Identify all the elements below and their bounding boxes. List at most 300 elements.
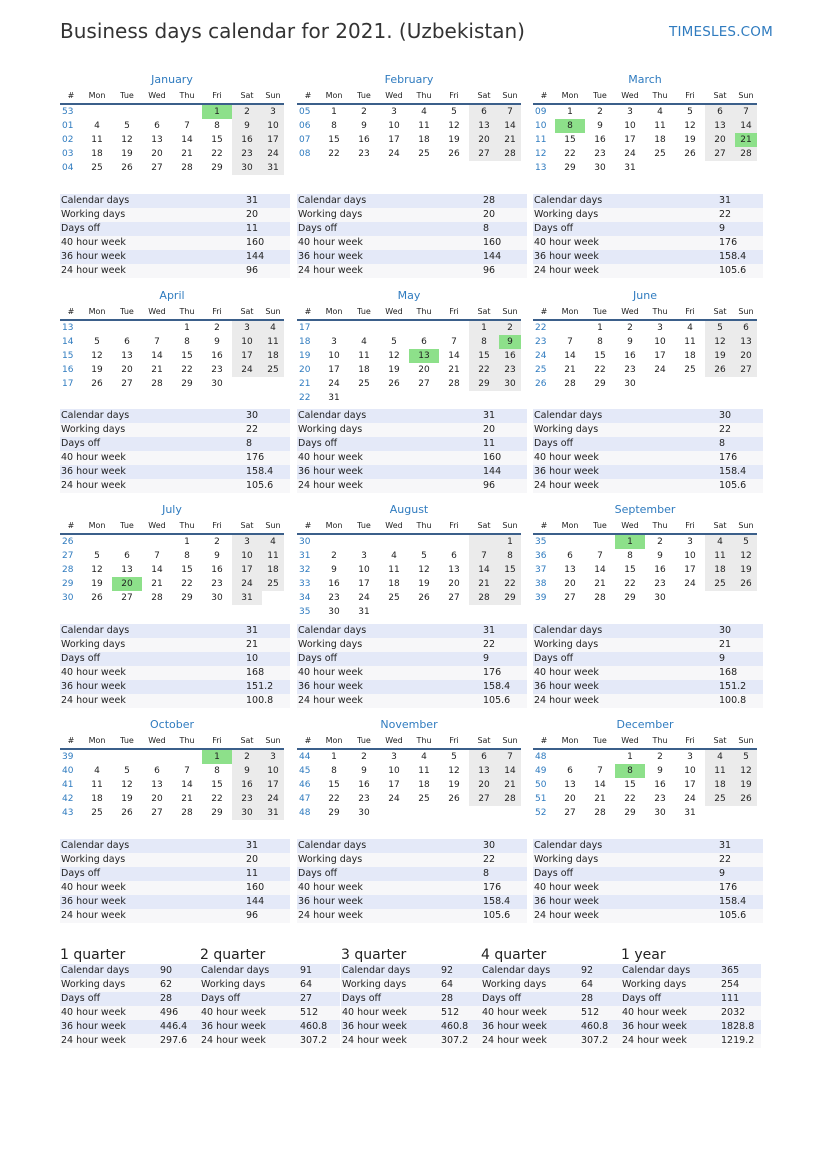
day-cell[interactable]: 21: [594, 579, 606, 589]
day-cell[interactable]: 22: [211, 794, 223, 804]
day-cell[interactable]: 24: [262, 147, 284, 161]
day-cell[interactable]: 13: [448, 565, 460, 575]
day-cell[interactable]: 15: [181, 565, 193, 575]
day-cell[interactable]: 7: [451, 337, 457, 347]
day-cell[interactable]: 22: [181, 365, 193, 375]
day-cell[interactable]: 5: [687, 107, 693, 117]
day-cell[interactable]: 9: [232, 119, 262, 133]
day-cell[interactable]: 2: [331, 551, 337, 561]
day-cell[interactable]: 3: [687, 537, 693, 547]
day-cell[interactable]: 1: [567, 107, 573, 117]
day-cell[interactable]: 4: [421, 107, 427, 117]
holiday-day[interactable]: 9: [499, 335, 521, 349]
day-cell[interactable]: 12: [388, 351, 400, 361]
day-cell[interactable]: 20: [151, 794, 163, 804]
day-cell[interactable]: 12: [91, 565, 103, 575]
day-cell[interactable]: 17: [624, 135, 636, 145]
day-cell[interactable]: 21: [181, 149, 193, 159]
day-cell[interactable]: 10: [262, 764, 284, 778]
day-cell[interactable]: 5: [735, 749, 757, 764]
day-cell[interactable]: 6: [469, 104, 499, 119]
day-cell[interactable]: 19: [91, 365, 103, 375]
day-cell[interactable]: 22: [594, 365, 606, 375]
day-cell[interactable]: 19: [684, 135, 696, 145]
day-cell[interactable]: 30: [211, 379, 223, 389]
day-cell[interactable]: 11: [388, 565, 400, 575]
day-cell[interactable]: 16: [328, 579, 340, 589]
day-cell[interactable]: 4: [421, 752, 427, 762]
day-cell[interactable]: 17: [262, 133, 284, 147]
day-cell[interactable]: 30: [594, 163, 606, 173]
day-cell[interactable]: 26: [684, 149, 696, 159]
day-cell[interactable]: 14: [594, 780, 606, 790]
day-cell[interactable]: 3: [232, 534, 262, 549]
day-cell[interactable]: 3: [262, 749, 284, 764]
day-cell[interactable]: 14: [499, 119, 521, 133]
day-cell[interactable]: 29: [624, 808, 636, 818]
day-cell[interactable]: 12: [448, 121, 460, 131]
day-cell[interactable]: 3: [232, 320, 262, 335]
day-cell[interactable]: 16: [358, 780, 370, 790]
day-cell[interactable]: 9: [657, 551, 663, 561]
day-cell[interactable]: 22: [624, 579, 636, 589]
day-cell[interactable]: 27: [705, 147, 735, 161]
day-cell[interactable]: 28: [735, 147, 757, 161]
day-cell[interactable]: 2: [214, 537, 220, 547]
day-cell[interactable]: 11: [358, 351, 370, 361]
day-cell[interactable]: 1: [331, 107, 337, 117]
day-cell[interactable]: 22: [499, 577, 521, 591]
day-cell[interactable]: 10: [232, 335, 262, 349]
day-cell[interactable]: 20: [418, 365, 430, 375]
day-cell[interactable]: 25: [418, 794, 430, 804]
day-cell[interactable]: 11: [91, 780, 103, 790]
day-cell[interactable]: 16: [624, 351, 636, 361]
day-cell[interactable]: 15: [499, 563, 521, 577]
day-cell[interactable]: 4: [687, 323, 693, 333]
day-cell[interactable]: 15: [564, 135, 576, 145]
day-cell[interactable]: 25: [684, 365, 696, 375]
day-cell[interactable]: 7: [597, 551, 603, 561]
day-cell[interactable]: 29: [499, 591, 521, 605]
day-cell[interactable]: 4: [391, 551, 397, 561]
day-cell[interactable]: 17: [388, 135, 400, 145]
day-cell[interactable]: 22: [564, 149, 576, 159]
day-cell[interactable]: 14: [151, 565, 163, 575]
day-cell[interactable]: 14: [469, 563, 499, 577]
day-cell[interactable]: 18: [705, 778, 735, 792]
day-cell[interactable]: 16: [358, 135, 370, 145]
day-cell[interactable]: 13: [564, 780, 576, 790]
day-cell[interactable]: 4: [705, 534, 735, 549]
day-cell[interactable]: 2: [657, 752, 663, 762]
day-cell[interactable]: 30: [654, 808, 666, 818]
day-cell[interactable]: 15: [211, 780, 223, 790]
day-cell[interactable]: 28: [564, 379, 576, 389]
day-cell[interactable]: 24: [262, 792, 284, 806]
day-cell[interactable]: 6: [735, 320, 757, 335]
day-cell[interactable]: 26: [735, 577, 757, 591]
day-cell[interactable]: 26: [448, 794, 460, 804]
day-cell[interactable]: 11: [684, 337, 696, 347]
day-cell[interactable]: 29: [181, 593, 193, 603]
day-cell[interactable]: 22: [328, 794, 340, 804]
day-cell[interactable]: 25: [705, 792, 735, 806]
day-cell[interactable]: 25: [388, 593, 400, 603]
day-cell[interactable]: 8: [184, 337, 190, 347]
day-cell[interactable]: 28: [181, 808, 193, 818]
day-cell[interactable]: 20: [448, 579, 460, 589]
day-cell[interactable]: 18: [388, 579, 400, 589]
day-cell[interactable]: 8: [214, 766, 220, 776]
day-cell[interactable]: 6: [124, 337, 130, 347]
day-cell[interactable]: 14: [564, 351, 576, 361]
day-cell[interactable]: 3: [331, 337, 337, 347]
day-cell[interactable]: 13: [469, 119, 499, 133]
day-cell[interactable]: 19: [735, 778, 757, 792]
day-cell[interactable]: 8: [499, 549, 521, 563]
day-cell[interactable]: 15: [211, 135, 223, 145]
day-cell[interactable]: 19: [448, 135, 460, 145]
day-cell[interactable]: 18: [262, 563, 284, 577]
day-cell[interactable]: 26: [448, 149, 460, 159]
day-cell[interactable]: 20: [564, 794, 576, 804]
day-cell[interactable]: 9: [361, 766, 367, 776]
day-cell[interactable]: 16: [232, 133, 262, 147]
day-cell[interactable]: 24: [328, 379, 340, 389]
day-cell[interactable]: 15: [181, 351, 193, 361]
holiday-day[interactable]: 20: [112, 577, 142, 591]
day-cell[interactable]: 20: [469, 778, 499, 792]
day-cell[interactable]: 29: [594, 379, 606, 389]
day-cell[interactable]: 17: [684, 780, 696, 790]
day-cell[interactable]: 12: [735, 549, 757, 563]
day-cell[interactable]: 16: [654, 780, 666, 790]
day-cell[interactable]: 28: [181, 163, 193, 173]
day-cell[interactable]: 11: [418, 121, 430, 131]
day-cell[interactable]: 13: [564, 565, 576, 575]
day-cell[interactable]: 24: [624, 149, 636, 159]
day-cell[interactable]: 27: [469, 147, 499, 161]
day-cell[interactable]: 7: [184, 121, 190, 131]
day-cell[interactable]: 26: [91, 379, 103, 389]
day-cell[interactable]: 31: [262, 806, 284, 820]
day-cell[interactable]: 25: [91, 163, 103, 173]
day-cell[interactable]: 31: [232, 591, 262, 605]
day-cell[interactable]: 6: [469, 749, 499, 764]
holiday-day[interactable]: 21: [735, 133, 757, 147]
day-cell[interactable]: 26: [121, 163, 133, 173]
day-cell[interactable]: 15: [328, 780, 340, 790]
day-cell[interactable]: 19: [91, 579, 103, 589]
day-cell[interactable]: 8: [627, 551, 633, 561]
day-cell[interactable]: 2: [657, 537, 663, 547]
day-cell[interactable]: 3: [687, 752, 693, 762]
holiday-day[interactable]: 1: [202, 749, 232, 764]
day-cell[interactable]: 16: [594, 135, 606, 145]
day-cell[interactable]: 26: [418, 593, 430, 603]
day-cell[interactable]: 2: [214, 323, 220, 333]
day-cell[interactable]: 4: [657, 107, 663, 117]
day-cell[interactable]: 29: [181, 379, 193, 389]
day-cell[interactable]: 20: [121, 365, 133, 375]
day-cell[interactable]: 17: [684, 565, 696, 575]
day-cell[interactable]: 8: [469, 335, 499, 349]
day-cell[interactable]: 19: [121, 149, 133, 159]
day-cell[interactable]: 13: [469, 764, 499, 778]
day-cell[interactable]: 30: [358, 808, 370, 818]
day-cell[interactable]: 7: [597, 766, 603, 776]
day-cell[interactable]: 5: [391, 337, 397, 347]
day-cell[interactable]: 17: [328, 365, 340, 375]
day-cell[interactable]: 3: [361, 551, 367, 561]
day-cell[interactable]: 14: [181, 135, 193, 145]
day-cell[interactable]: 11: [705, 549, 735, 563]
day-cell[interactable]: 19: [121, 794, 133, 804]
day-cell[interactable]: 5: [705, 320, 735, 335]
day-cell[interactable]: 25: [705, 577, 735, 591]
day-cell[interactable]: 12: [418, 565, 430, 575]
day-cell[interactable]: 24: [388, 794, 400, 804]
day-cell[interactable]: 24: [232, 577, 262, 591]
day-cell[interactable]: 3: [657, 323, 663, 333]
holiday-day[interactable]: 1: [615, 534, 645, 549]
day-cell[interactable]: 25: [418, 149, 430, 159]
day-cell[interactable]: 28: [151, 379, 163, 389]
day-cell[interactable]: 12: [705, 335, 735, 349]
day-cell[interactable]: 16: [232, 778, 262, 792]
day-cell[interactable]: 30: [654, 593, 666, 603]
day-cell[interactable]: 30: [232, 161, 262, 175]
day-cell[interactable]: 27: [121, 593, 133, 603]
day-cell[interactable]: 29: [469, 377, 499, 391]
day-cell[interactable]: 15: [469, 349, 499, 363]
day-cell[interactable]: 25: [358, 379, 370, 389]
day-cell[interactable]: 29: [211, 808, 223, 818]
day-cell[interactable]: 6: [705, 104, 735, 119]
day-cell[interactable]: 4: [262, 534, 284, 549]
day-cell[interactable]: 9: [627, 337, 633, 347]
day-cell[interactable]: 4: [262, 320, 284, 335]
day-cell[interactable]: 9: [331, 565, 337, 575]
day-cell[interactable]: 20: [151, 149, 163, 159]
day-cell[interactable]: 6: [421, 337, 427, 347]
day-cell[interactable]: 6: [451, 551, 457, 561]
day-cell[interactable]: 22: [469, 363, 499, 377]
day-cell[interactable]: 2: [597, 107, 603, 117]
day-cell[interactable]: 4: [705, 749, 735, 764]
day-cell[interactable]: 31: [624, 163, 636, 173]
day-cell[interactable]: 27: [469, 792, 499, 806]
day-cell[interactable]: 10: [654, 337, 666, 347]
day-cell[interactable]: 26: [705, 363, 735, 377]
day-cell[interactable]: 10: [358, 565, 370, 575]
day-cell[interactable]: 23: [654, 794, 666, 804]
day-cell[interactable]: 24: [684, 794, 696, 804]
day-cell[interactable]: 26: [91, 593, 103, 603]
day-cell[interactable]: 27: [121, 379, 133, 389]
day-cell[interactable]: 28: [151, 593, 163, 603]
day-cell[interactable]: 15: [594, 351, 606, 361]
day-cell[interactable]: 30: [232, 806, 262, 820]
day-cell[interactable]: 24: [388, 149, 400, 159]
day-cell[interactable]: 31: [358, 607, 370, 617]
day-cell[interactable]: 25: [262, 577, 284, 591]
day-cell[interactable]: 21: [151, 365, 163, 375]
day-cell[interactable]: 12: [684, 121, 696, 131]
day-cell[interactable]: 18: [705, 563, 735, 577]
day-cell[interactable]: 17: [358, 579, 370, 589]
day-cell[interactable]: 18: [654, 135, 666, 145]
day-cell[interactable]: 14: [181, 780, 193, 790]
day-cell[interactable]: 19: [388, 365, 400, 375]
day-cell[interactable]: 24: [358, 593, 370, 603]
day-cell[interactable]: 28: [499, 147, 521, 161]
day-cell[interactable]: 28: [448, 379, 460, 389]
day-cell[interactable]: 28: [594, 808, 606, 818]
day-cell[interactable]: 1: [184, 323, 190, 333]
day-cell[interactable]: 10: [262, 119, 284, 133]
day-cell[interactable]: 10: [624, 121, 636, 131]
day-cell[interactable]: 24: [232, 363, 262, 377]
day-cell[interactable]: 9: [214, 337, 220, 347]
day-cell[interactable]: 5: [451, 752, 457, 762]
day-cell[interactable]: 18: [91, 794, 103, 804]
day-cell[interactable]: 5: [124, 766, 130, 776]
day-cell[interactable]: 20: [564, 579, 576, 589]
day-cell[interactable]: 6: [124, 551, 130, 561]
day-cell[interactable]: 25: [654, 149, 666, 159]
day-cell[interactable]: 15: [624, 565, 636, 575]
day-cell[interactable]: 22: [328, 149, 340, 159]
day-cell[interactable]: 9: [214, 551, 220, 561]
day-cell[interactable]: 10: [684, 766, 696, 776]
day-cell[interactable]: 23: [594, 149, 606, 159]
day-cell[interactable]: 23: [358, 149, 370, 159]
day-cell[interactable]: 11: [91, 135, 103, 145]
day-cell[interactable]: 6: [154, 121, 160, 131]
day-cell[interactable]: 18: [418, 780, 430, 790]
day-cell[interactable]: 5: [94, 551, 100, 561]
day-cell[interactable]: 20: [469, 133, 499, 147]
day-cell[interactable]: 28: [469, 591, 499, 605]
day-cell[interactable]: 19: [705, 349, 735, 363]
day-cell[interactable]: 5: [124, 121, 130, 131]
day-cell[interactable]: 30: [499, 377, 521, 391]
day-cell[interactable]: 17: [232, 563, 262, 577]
day-cell[interactable]: 31: [262, 161, 284, 175]
day-cell[interactable]: 1: [499, 534, 521, 549]
holiday-day[interactable]: 8: [555, 119, 585, 133]
day-cell[interactable]: 2: [232, 104, 262, 119]
day-cell[interactable]: 4: [94, 121, 100, 131]
day-cell[interactable]: 8: [597, 337, 603, 347]
day-cell[interactable]: 22: [624, 794, 636, 804]
day-cell[interactable]: 2: [627, 323, 633, 333]
day-cell[interactable]: 29: [624, 593, 636, 603]
day-cell[interactable]: 14: [499, 764, 521, 778]
day-cell[interactable]: 9: [657, 766, 663, 776]
day-cell[interactable]: 3: [627, 107, 633, 117]
day-cell[interactable]: 27: [418, 379, 430, 389]
day-cell[interactable]: 7: [154, 337, 160, 347]
day-cell[interactable]: 29: [564, 163, 576, 173]
day-cell[interactable]: 2: [499, 320, 521, 335]
day-cell[interactable]: 13: [151, 780, 163, 790]
day-cell[interactable]: 20: [735, 349, 757, 363]
day-cell[interactable]: 5: [421, 551, 427, 561]
day-cell[interactable]: 17: [654, 351, 666, 361]
day-cell[interactable]: 2: [232, 749, 262, 764]
day-cell[interactable]: 16: [654, 565, 666, 575]
day-cell[interactable]: 12: [735, 764, 757, 778]
day-cell[interactable]: 27: [151, 808, 163, 818]
day-cell[interactable]: 30: [211, 593, 223, 603]
day-cell[interactable]: 21: [181, 794, 193, 804]
day-cell[interactable]: 31: [328, 393, 340, 403]
day-cell[interactable]: 23: [328, 593, 340, 603]
day-cell[interactable]: 11: [262, 335, 284, 349]
day-cell[interactable]: 12: [121, 135, 133, 145]
day-cell[interactable]: 8: [331, 766, 337, 776]
day-cell[interactable]: 9: [232, 764, 262, 778]
day-cell[interactable]: 5: [94, 337, 100, 347]
day-cell[interactable]: 21: [564, 365, 576, 375]
day-cell[interactable]: 1: [331, 752, 337, 762]
day-cell[interactable]: 21: [499, 133, 521, 147]
day-cell[interactable]: 1: [184, 537, 190, 547]
day-cell[interactable]: 27: [564, 808, 576, 818]
day-cell[interactable]: 7: [567, 337, 573, 347]
day-cell[interactable]: 18: [262, 349, 284, 363]
day-cell[interactable]: 25: [91, 808, 103, 818]
day-cell[interactable]: 8: [214, 121, 220, 131]
day-cell[interactable]: 21: [469, 577, 499, 591]
day-cell[interactable]: 12: [91, 351, 103, 361]
day-cell[interactable]: 19: [448, 780, 460, 790]
day-cell[interactable]: 12: [121, 780, 133, 790]
day-cell[interactable]: 1: [627, 752, 633, 762]
site-link[interactable]: TIMESLES.COM: [669, 24, 773, 40]
day-cell[interactable]: 10: [388, 766, 400, 776]
day-cell[interactable]: 3: [391, 107, 397, 117]
day-cell[interactable]: 27: [564, 593, 576, 603]
day-cell[interactable]: 7: [735, 104, 757, 119]
day-cell[interactable]: 8: [331, 121, 337, 131]
day-cell[interactable]: 22: [181, 579, 193, 589]
day-cell[interactable]: 16: [499, 349, 521, 363]
day-cell[interactable]: 12: [448, 766, 460, 776]
day-cell[interactable]: 18: [418, 135, 430, 145]
day-cell[interactable]: 21: [499, 778, 521, 792]
day-cell[interactable]: 27: [151, 163, 163, 173]
day-cell[interactable]: 23: [358, 794, 370, 804]
day-cell[interactable]: 17: [262, 778, 284, 792]
day-cell[interactable]: 3: [391, 752, 397, 762]
day-cell[interactable]: 6: [154, 766, 160, 776]
day-cell[interactable]: 28: [594, 593, 606, 603]
day-cell[interactable]: 18: [91, 149, 103, 159]
day-cell[interactable]: 21: [594, 794, 606, 804]
day-cell[interactable]: 15: [624, 780, 636, 790]
day-cell[interactable]: 9: [597, 121, 603, 131]
day-cell[interactable]: 27: [735, 363, 757, 377]
day-cell[interactable]: 14: [594, 565, 606, 575]
day-cell[interactable]: 13: [735, 335, 757, 349]
day-cell[interactable]: 10: [388, 121, 400, 131]
day-cell[interactable]: 26: [121, 808, 133, 818]
day-cell[interactable]: 23: [211, 579, 223, 589]
